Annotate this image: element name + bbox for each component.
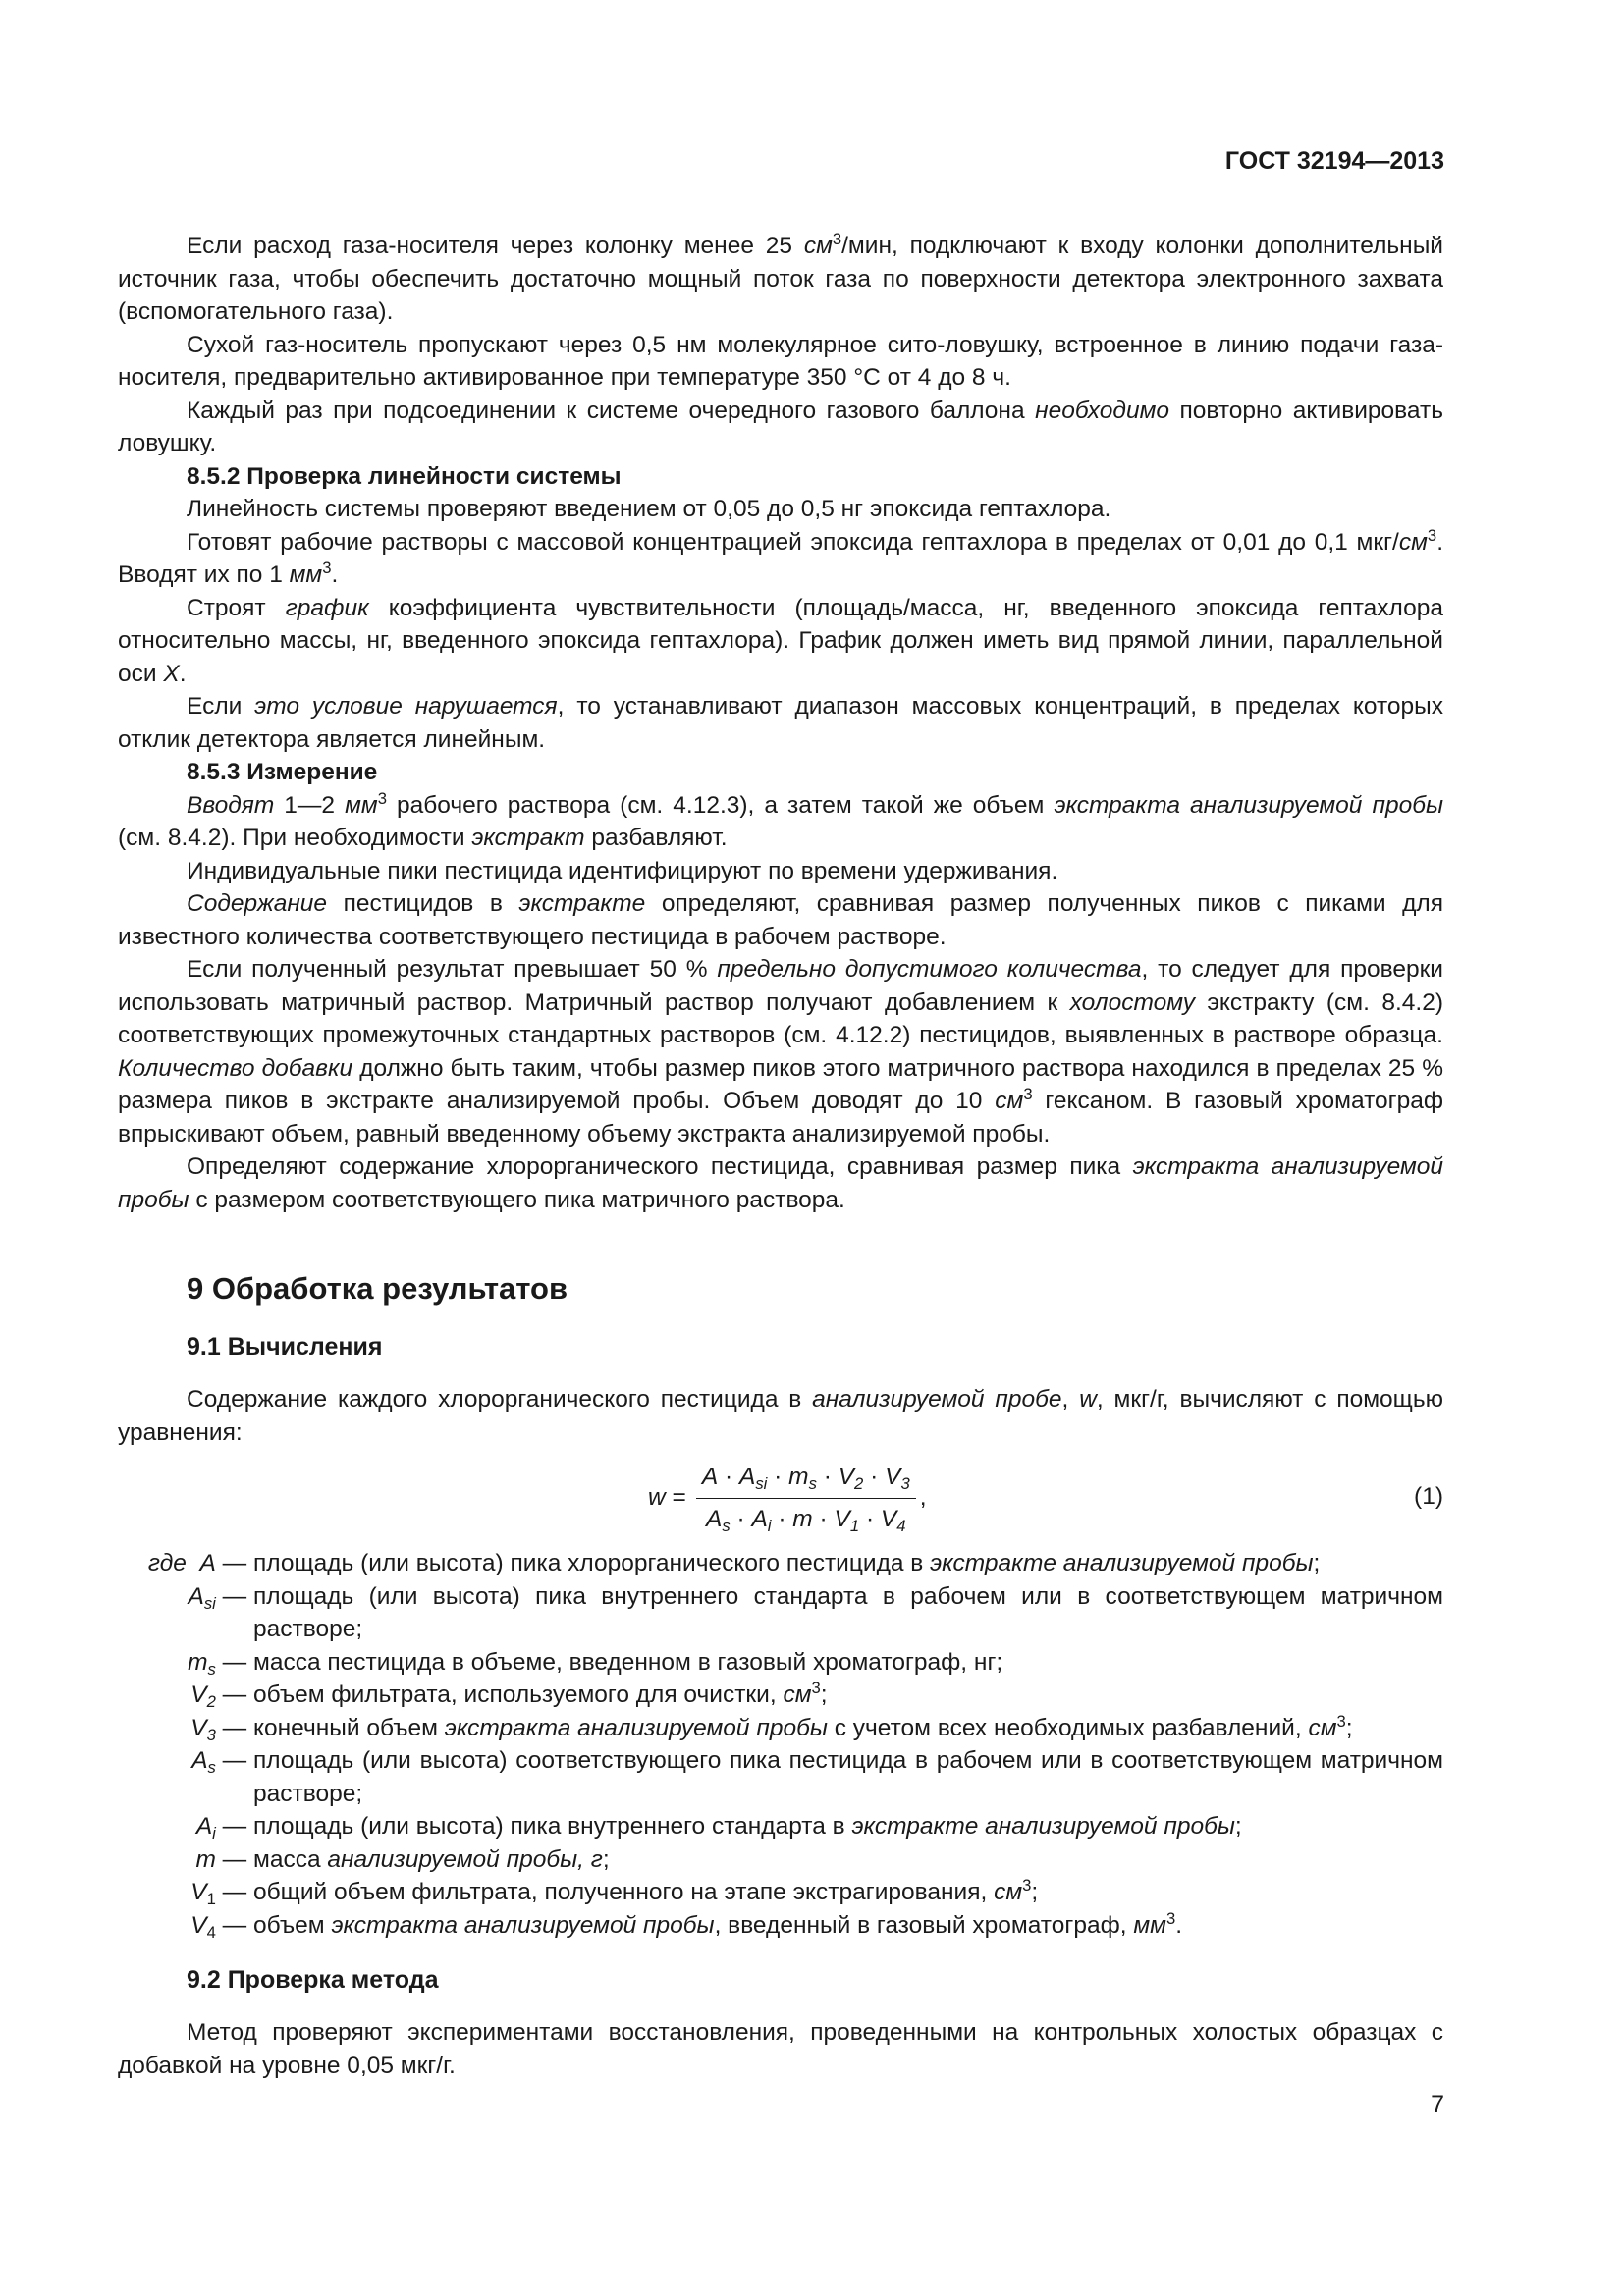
- definition-text: масса анализируемой пробы, г;: [253, 1845, 610, 1873]
- definition-symbol: $V_2$ —: [190, 1682, 253, 1711]
- definition-item: [118, 1712, 1443, 1745]
- definition-item: [118, 1810, 1443, 1843]
- definition-item: где A — площадь (или высота) пика хлорорганического пестицида в экстракте анализируемой пробы;: [118, 1547, 1443, 1580]
- definition-symbol: $V_4$ —: [190, 1911, 253, 1942]
- paragraph-working-solutions: Готовят рабочие растворы с массовой концентрацией эпоксида гептахлора в пределах от 0,01 до 0,1 мкг/$см^3$. Вводят их по 1 $мм^3$.: [118, 525, 1443, 588]
- equation-lhs: w =: [648, 1484, 686, 1512]
- definition-item: [118, 1679, 1443, 1712]
- definition-symbol: $A_{si}$ —: [188, 1582, 253, 1613]
- section-title-9: 9 Обработка результатов: [187, 1271, 568, 1306]
- equation-number: (1): [1414, 1483, 1443, 1510]
- paragraph-method-verification: Метод проверяют экспериментами восстановления, проведенными на контрольных холостых образцах с добавкой на уровне 0,05 мкг/г.: [118, 2019, 1443, 2079]
- definition-text: площадь (или высота) соответствующего пика пестицида в рабочем или в соответствующем матричном растворе;: [253, 1747, 1443, 1807]
- page-number: 7: [1431, 2091, 1444, 2118]
- definition-item: [118, 1876, 1443, 1909]
- paragraph-peak-comparison: Определяют содержание хлорорганического пестицида, сравнивая размер пика экстракта анализируемой пробы с размером соответствующего пика матричного раствора.: [118, 1153, 1444, 1213]
- subsection-title-9-2: 9.2 Проверка метода: [187, 1966, 439, 1994]
- equation-1: [118, 1453, 1443, 1543]
- document-code-header: ГОСТ 32194—2013: [1224, 147, 1444, 175]
- definition-text: масса пестицида в объеме, введенном в газовый хроматограф, нг;: [253, 1648, 1003, 1676]
- definition-text: площадь (или высота) пика хлорорганического пестицида в экстракте анализируемой пробы;: [253, 1550, 1321, 1576]
- paragraph-linear-range: Если это условие нарушается, то устанавливают диапазон массовых концентраций, в пределах которых отклик детектора является линейным.: [118, 693, 1444, 753]
- paragraph-dry-carrier-gas: Сухой газ-носитель пропускают через 0,5 нм молекулярное сито-ловушку, встроенное в линию подачи газа-носителя, предварительно активированное при температуре 350 °С от 4 до 8 ч.: [118, 331, 1443, 391]
- equation-denominator: $A_s \cdot A_i \cdot m \cdot V_1 \cdot V_4$: [705, 1505, 906, 1535]
- definition-symbol: A: [199, 1550, 216, 1576]
- subsection-title-8-5-3: 8.5.3 Измерение: [187, 759, 378, 785]
- paragraph-content-determination: Содержание пестицидов в экстракте определяют, сравнивая размер полученных пиков с пиками для известного количества соответствующего пестицида в рабочем растворе.: [118, 890, 1443, 950]
- definition-item: [118, 1744, 1443, 1810]
- where-label: где: [147, 1550, 187, 1576]
- definition-item: [118, 1580, 1443, 1646]
- definition-item: [118, 1909, 1443, 1943]
- paragraph-peak-identification: Индивидуальные пики пестицида идентифицируют по времени удерживания.: [187, 857, 1058, 884]
- equation-numerator: $A \cdot A_{si} \cdot m_s \cdot V_2 \cdot V_3$: [696, 1461, 916, 1499]
- paragraph-linearity-check: Линейность системы проверяют введением от 0,05 до 0,5 нг эпоксида гептахлора.: [187, 496, 1111, 522]
- subsection-title-9-1: 9.1 Вычисления: [187, 1333, 383, 1361]
- paragraph-sensitivity-graph: Строят график коэффициента чувствительности (площадь/масса, нг, введенного эпоксида гептахлора относительно массы, нг, введенного эпоксида гептахлора). График должен иметь вид прямой линии, параллельной оси X.: [118, 594, 1443, 687]
- definition-text: объем экстракта анализируемой пробы, введенный в газовый хроматограф, $мм^3$.: [253, 1908, 1183, 1939]
- equation-comma: ,: [919, 1484, 927, 1512]
- paragraph-carrier-gas-flow: Если расход газа-носителя через колонку менее 25 $см^3$/мин, подключают к входу колонки дополнительный источник газа, чтобы обеспечить достаточно мощный поток газа по поверхности детектора электронного захвата (вспомогательного газа).: [118, 229, 1443, 325]
- definition-item: [118, 1646, 1443, 1680]
- definition-symbol: $V_3$ —: [190, 1714, 253, 1744]
- definition-symbol: $A_i$ —: [195, 1813, 253, 1842]
- paragraph-matrix-solution: Если полученный результат превышает 50 % предельно допустимого количества, то следует для проверки использовать матричный раствор. Матричный раствор получают добавлением к холостому экстракту (см. 8.4.2) соответствующих промежуточных стандартных растворов (см. 4.12.2) пестицидов, выявленных в растворе образца. Количество добавки должно быть таким, чтобы размер пиков этого матричного раствора находился в пределах 25 % размера пиков в экстракте анализируемой пробы. Объем доводят до 10 $см^3$ гексаном. В газовый хроматограф впрыскивают объем, равный введенному объему экстракта анализируемой пробы.: [118, 956, 1444, 1148]
- definition-symbol: $m_s$ —: [188, 1648, 253, 1679]
- definition-text: объем фильтрата, используемого для очистки, $см^3$;: [253, 1678, 828, 1708]
- definition-symbol: $A_s$ —: [191, 1747, 253, 1777]
- paragraph-trap-activation: Каждый раз при подсоединении к системе очередного газового баллона необходимо повторно активировать ловушку.: [118, 397, 1443, 456]
- definition-symbol: m —: [195, 1845, 253, 1873]
- variable-definitions: [118, 1547, 1443, 1942]
- definition-item: [118, 1843, 1443, 1877]
- definition-text: площадь (или высота) пика внутреннего стандарта в экстракте анализируемой пробы;: [253, 1813, 1242, 1840]
- paragraph-calculation-intro: Содержание каждого хлорорганического пестицида в анализируемой пробе, w, мкг/г, вычисляют с помощью уравнения:: [118, 1386, 1443, 1446]
- definition-text: площадь (или высота) пика внутреннего стандарта в рабочем или в соответствующем матричном растворе;: [253, 1582, 1443, 1642]
- subsection-title-8-5-2: 8.5.2 Проверка линейности системы: [187, 462, 622, 490]
- equation-fraction: [696, 1461, 916, 1535]
- document-body: [118, 230, 1443, 2082]
- paragraph-injection: Вводят 1—2 $мм^3$ рабочего раствора (см. 4.12.3), а затем такой же объем экстракта анализируемой пробы (см. 8.4.2). При необходимости экстракт разбавляют.: [118, 788, 1443, 851]
- definition-symbol: $V_1$ —: [190, 1879, 253, 1908]
- equation-formula: [648, 1453, 927, 1543]
- definition-text: конечный объем экстракта анализируемой пробы с учетом всех необходимых разбавлений, $см^3$;: [253, 1711, 1353, 1741]
- definition-text: общий объем фильтрата, полученного на этапе экстрагирования, $см^3$;: [253, 1875, 1039, 1905]
